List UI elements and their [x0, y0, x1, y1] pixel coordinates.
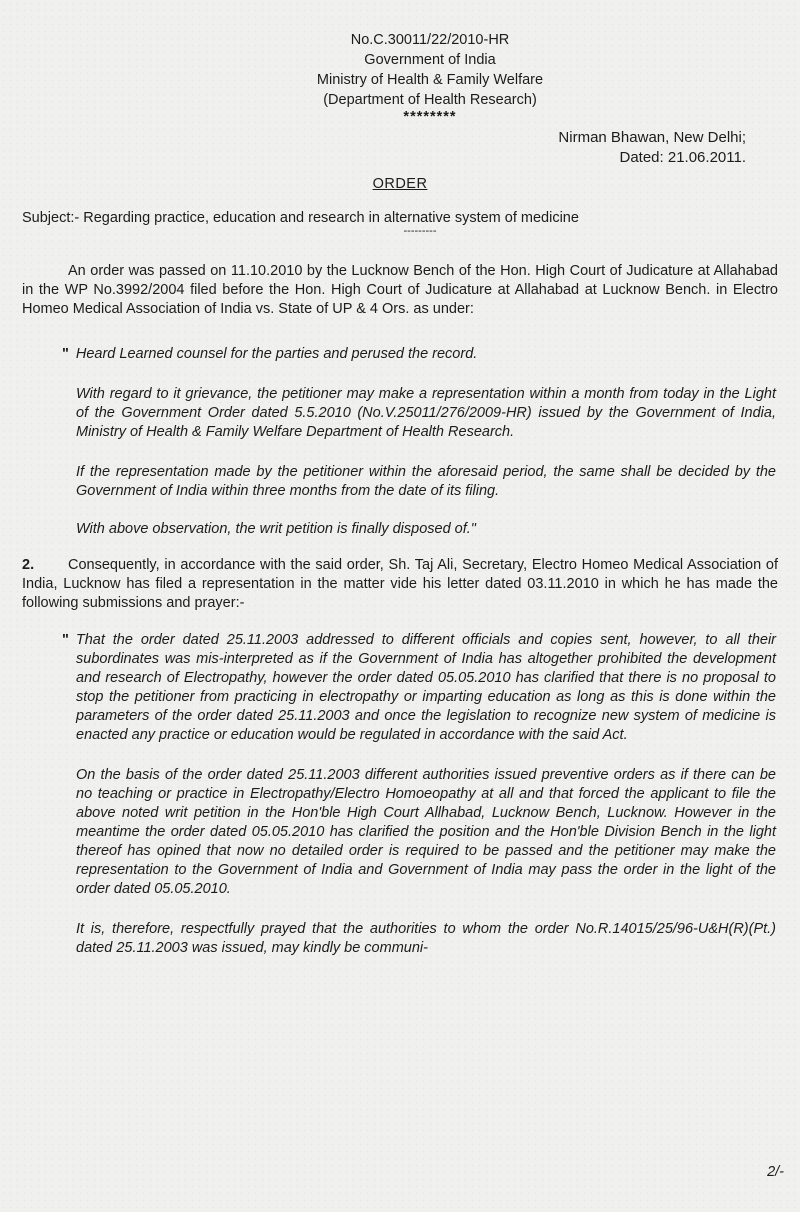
paragraph-1: An order was passed on 11.10.2010 by the Lucknow Bench of the Hon. High Court of Judicature at Allahabad in the WP No.3992/2004 filed before the Hon. High Court of Judicature at Allahabad at Lucknow Bench. in Electro Homeo Medical Association of India vs. State of UP & 4 Ors. as under: [22, 263, 778, 317]
submission-quote-3: It is, therefore, respectfully prayed that the authorities to whom the order No.R.14015/25/96-U&H(R)(Pt.) dated 25.11.2003 was issued, may kindly be communi- [76, 921, 776, 956]
ministry-name: Ministry of Health & Family Welfare [316, 72, 544, 88]
subject-rule: --------- [403, 225, 437, 237]
submission-quote-1 [62, 631, 776, 745]
header-stars: ******** [403, 109, 457, 125]
letterhead [82, 30, 778, 124]
file-number: No.C.30011/22/2010-HR [350, 32, 510, 48]
department-name: (Department of Health Research) [323, 92, 537, 108]
subject-line: Subject:- Regarding practice, education and research in alternative system of medicine [22, 210, 579, 226]
place: Nirman Bhawan, New Delhi; [558, 129, 746, 146]
court-order-quote-line-4: With above observation, the writ petition is finally disposed of." [76, 521, 476, 537]
date: Dated: 21.06.2011. [619, 149, 746, 166]
submission-quote-2: On the basis of the order dated 25.11.2003 different authorities issued preventive orders as if there can be no teaching or practice in Electropathy/Electro Homoeopathy at all and that forced the applicant to file the above noted writ petition in the Hon'ble High Court Allhabad, Lucknow Bench, Lucknow. However in the meantime the order dated 05.05.2010 has clarified the position and the Hon'ble Division Bench in the light thereof has opined that now no detailed order is required to be passed and the petitioner may make the representation to the Government of India and Government of India may pass the order in the light of the order dated 05.05.2010. [76, 767, 776, 897]
paragraph-number: 2. [22, 557, 35, 573]
court-order-quote-line-3: If the representation made by the petitioner within the aforesaid period, the same shall be decided by the Government of India within three months from the date of its filing. [76, 464, 776, 499]
order-title: ORDER [372, 176, 428, 192]
quote2-text-1: That the order dated 25.11.2003 addressed to different officials and copies sent, however, to all their subordinates was mis-interpreted as if the Government of India has altogether prohibited the development and research of Electropathy, however the order dated 05.05.2010 has clarified that there is no proposal to stop the petitioner from practicing in electropathy or imparting education as long as this is done within the parameters of the order dated 25.11.2003 and once the legislation to recognize new system of medicine is enacted any practice or education would be regulated in accordance with the said Act. [75, 632, 776, 743]
place-date-block [22, 128, 778, 168]
page-continuation-marker: 2/- [767, 1164, 784, 1180]
court-order-quote-line-1 [62, 345, 776, 364]
quote-open-mark: " [62, 346, 69, 362]
quote-open-mark-2: " [62, 632, 69, 648]
paragraph-2 [22, 556, 778, 613]
government-name: Government of India [364, 52, 496, 68]
paragraph-2-text: Consequently, in accordance with the said order, Sh. Taj Ali, Secretary, Electro Homeo Medical Association of India, Lucknow has filed a representation in the matter vide his letter dated 03.11.2010 in which he has made the following submissions and prayer:- [22, 557, 778, 611]
court-order-quote-line-2: With regard to it grievance, the petitioner may make a representation within a month from today in the Light of the Government Order dated 5.5.2010 (No.V.25011/276/2009-HR) issued by the Government of India, Ministry of Health & Family Welfare Department of Health Research. [76, 386, 776, 440]
quote1-text-1: Heard Learned counsel for the parties and perused the record. [75, 346, 478, 362]
